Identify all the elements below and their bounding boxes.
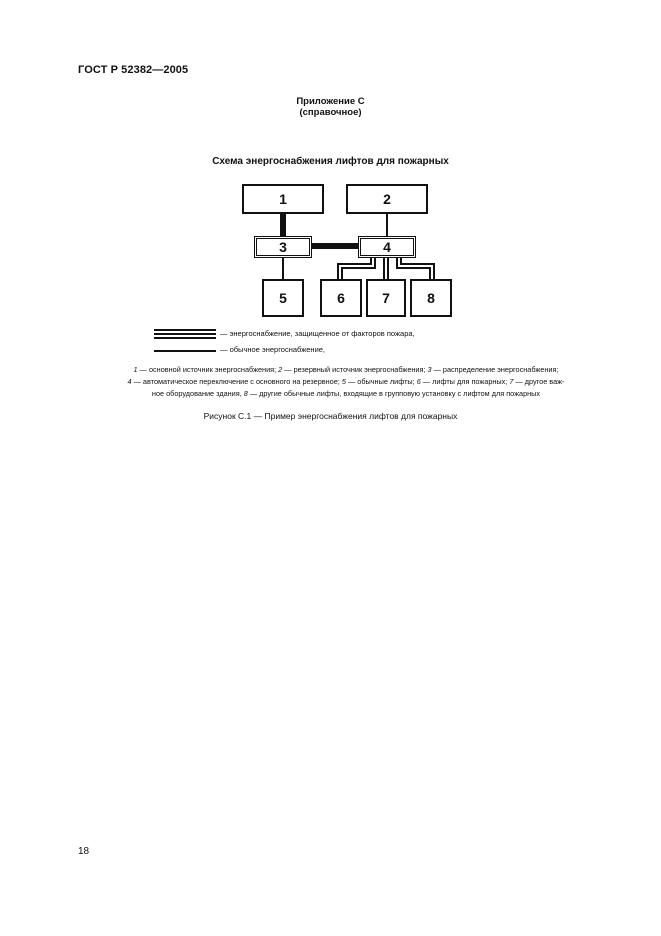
- legend-normal-label: — обычное энергоснабжение,: [220, 345, 326, 354]
- node-8-other-lifts: 8: [410, 279, 452, 317]
- note-text-6: — лифты для пожарных;: [420, 377, 510, 386]
- note-text-8: — другие обычные лифты, входящие в групповую установку с лифтом для пожарных: [247, 389, 541, 398]
- schema-title: Схема энергоснабжения лифтов для пожарных: [212, 156, 449, 167]
- note-line-2: [78, 376, 614, 388]
- node-4-auto-switch: 4: [358, 236, 416, 258]
- legend-protected-line: [154, 329, 216, 339]
- node-1-main-source: 1: [242, 184, 324, 214]
- node-5-normal-lifts: 5: [262, 279, 304, 317]
- power-supply-diagram: [150, 180, 470, 320]
- link-3-4: [312, 243, 358, 249]
- note-text-7-cont: ное оборудование здания,: [151, 389, 244, 398]
- appendix-title: Приложение С: [296, 96, 365, 107]
- link-4-8: [399, 258, 432, 279]
- note-num-2: 2: [278, 365, 283, 374]
- node-6-firefighter-lifts: 6: [320, 279, 362, 317]
- note-line-1: [78, 364, 614, 376]
- appendix-subtitle: (справочное): [299, 107, 362, 118]
- note-text-4: — автоматическое переключение с основного на резервное;: [131, 377, 342, 386]
- node-2-reserve-source: 2: [346, 184, 428, 214]
- node-7-important-equipment: 7: [366, 279, 406, 317]
- node-3-distribution: 3: [254, 236, 312, 258]
- page-number: 18: [78, 846, 90, 857]
- link-3-5: [282, 258, 284, 279]
- link-4-6: [340, 258, 373, 279]
- note-text-5: — обычные лифты;: [345, 377, 417, 386]
- legend-normal-line: [154, 350, 216, 353]
- note-num-1: 1: [133, 365, 138, 374]
- note-text-1: — основной источник энергоснабжения;: [137, 365, 279, 374]
- note-num-6: 6: [416, 377, 421, 386]
- link-1-3: [280, 214, 286, 236]
- appendix-heading: [0, 96, 661, 118]
- legend-protected-label: — энергоснабжение, защищенное от факторов пожара,: [220, 329, 415, 338]
- note-num-4: 4: [127, 377, 132, 386]
- note-text-3: — распределение энергоснабжения;: [431, 365, 559, 374]
- note-num-7: 7: [509, 377, 514, 386]
- note-text-2: — резервный источник энергоснабжения;: [282, 365, 428, 374]
- note-num-5: 5: [341, 377, 346, 386]
- note-text-7: — другое важ-: [513, 377, 565, 386]
- link-2-4: [386, 214, 388, 236]
- note-num-8: 8: [243, 389, 248, 398]
- note-num-3: 3: [427, 365, 432, 374]
- legend-normal: [154, 344, 484, 356]
- document-header: ГОСТ Р 52382—2005: [78, 64, 189, 76]
- legend-protected: [154, 328, 484, 340]
- figure-caption: Рисунок С.1 — Пример энергоснабжения лифтов для пожарных: [203, 411, 458, 421]
- note-line-3: [78, 388, 614, 400]
